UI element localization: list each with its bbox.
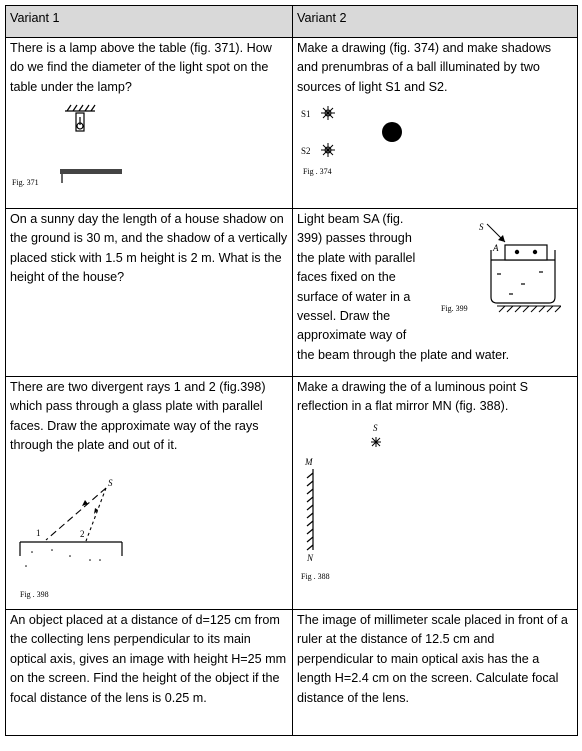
task-row — [6, 377, 578, 610]
task-text: the beam through the plate and water. — [297, 347, 510, 362]
task-cell — [6, 610, 293, 736]
task-cell — [6, 377, 293, 610]
task-text: There is a lamp above the table (fig. 371). How do we find the diameter of the light spot on the table under the lamp? — [10, 41, 272, 94]
task-text: The image of millimeter scale placed in front of a ruler at the distance of 12.5 cm and perpendicular to main optical axis has the a length H=2.4 cm on the screen. Calculate focal distance of the lens. — [297, 613, 568, 705]
ball-icon — [382, 122, 402, 142]
task-row — [6, 38, 578, 209]
figure-label: Fig. 371 — [12, 178, 39, 188]
figure-label: Fig . 388 — [301, 571, 330, 581]
figure-label: Fig. 399 — [441, 304, 468, 313]
task-cell — [293, 209, 578, 377]
task-text: Light beam SA (fig. 399) passes through the plate with parallel faces fixed on the surface of water in a vessel. Draw the approximate way of — [297, 212, 416, 343]
ray-1-label: 1 — [36, 527, 41, 538]
point-m-label: M — [305, 456, 313, 467]
point-a-label: A — [493, 243, 499, 253]
ground-hatch — [497, 306, 561, 312]
source-s1-label: S1 — [301, 109, 311, 120]
figure-399 — [441, 214, 561, 332]
light-source-icon — [371, 437, 381, 447]
task-cell — [6, 38, 293, 209]
ray-2-label: 2 — [80, 528, 85, 539]
mirror-icon — [307, 469, 313, 550]
lamp-icon — [76, 113, 84, 131]
tasks-table — [5, 5, 578, 736]
task-cell — [6, 209, 293, 377]
task-cell — [293, 38, 578, 209]
task-text: There are two divergent rays 1 and 2 (fig.398) which pass through a glass plate with parallel faces. Draw the approximate way of the rays through the plate and out of it. — [10, 380, 266, 453]
vessel-drawing — [491, 245, 555, 303]
point-s-label: S — [108, 477, 113, 488]
figure-398 — [10, 456, 140, 606]
task-text: Make a drawing the of a luminous point S reflection in a flat mirror MN (fig. 388). — [297, 380, 529, 414]
figure-374 — [297, 97, 417, 177]
header-variant-1: Variant 1 — [6, 6, 293, 38]
light-source-icon — [321, 106, 335, 120]
glass-plate — [20, 542, 122, 556]
figure-371 — [10, 97, 130, 202]
figure-388 — [297, 417, 407, 587]
task-cell — [293, 610, 578, 736]
figure-label: Fig . 374 — [303, 167, 332, 177]
task-cell — [293, 377, 578, 610]
figure-label: Fig . 398 — [20, 589, 49, 599]
point-s-label: S — [373, 422, 378, 433]
ray-1 — [46, 488, 106, 540]
task-text: On a sunny day the length of a house shadow on the ground is 30 m, and the shadow of a vertically placed stick with 1.5 m height is 2 m. What is the height of the house? — [10, 212, 288, 285]
source-s2-label: S2 — [301, 146, 311, 157]
point-n-label: N — [307, 552, 314, 563]
task-row — [6, 610, 578, 736]
task-text: An object placed at a distance of d=125 cm from the collecting lens perpendicular to its main optical axis, gives an image with height H=25 mm on the screen. Find the height of the object if the focal distance of the lens is 0.25 m. — [10, 613, 287, 705]
task-row — [6, 209, 578, 377]
plate-dots — [25, 549, 101, 567]
task-text: Make a drawing (fig. 374) and make shadows and prenumbras of a ball illuminated by two sources of light S1 and S2. — [297, 41, 552, 94]
header-row — [6, 6, 578, 38]
ceiling-hatch — [65, 105, 95, 111]
table-drawing — [60, 169, 122, 183]
light-source-icon — [321, 143, 335, 157]
point-s-label: S — [479, 222, 484, 232]
header-variant-2: Variant 2 — [293, 6, 578, 38]
